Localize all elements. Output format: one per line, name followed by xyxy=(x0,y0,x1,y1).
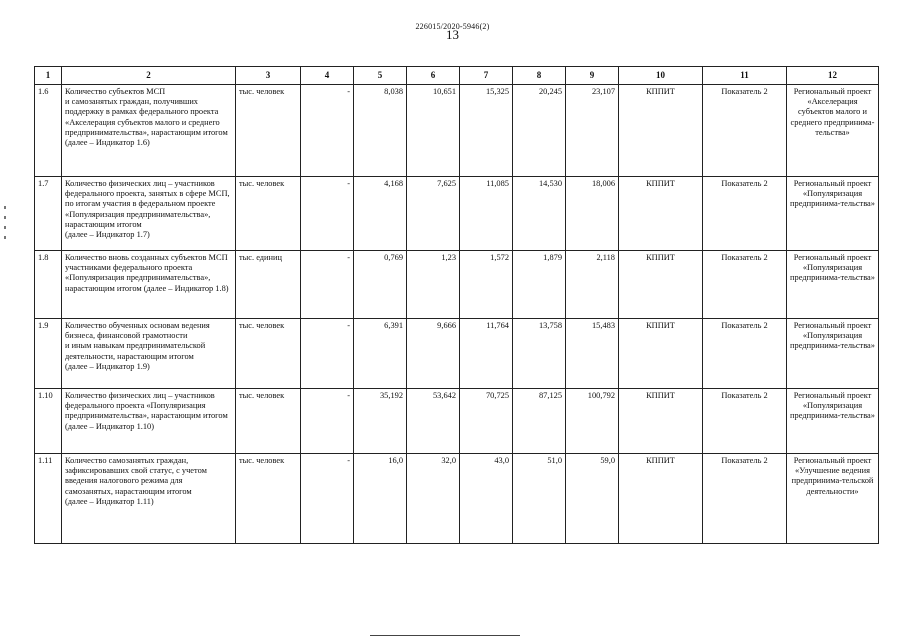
margin-mark xyxy=(4,206,6,209)
linked-indicator: Показатель 2 xyxy=(703,85,787,177)
regional-project: Региональный проект «Популяризация предпринима-тельства» xyxy=(787,251,879,319)
value-year-2: 9,666 xyxy=(407,319,460,389)
regional-project: Региональный проект «Популяризация предпринима-тельства» xyxy=(787,389,879,454)
margin-mark xyxy=(4,216,6,219)
document-stamp: 226015/2020-5946(2) xyxy=(415,22,490,31)
column-header: 11 xyxy=(703,67,787,85)
value-year-4: 51,0 xyxy=(513,454,566,544)
unit-of-measure: тыс. человек xyxy=(236,319,301,389)
column-header: 4 xyxy=(301,67,354,85)
value-year-5: 59,0 xyxy=(566,454,619,544)
column-header: 10 xyxy=(619,67,703,85)
base-value: - xyxy=(301,251,354,319)
indicators-table xyxy=(34,66,879,544)
value-year-2: 7,625 xyxy=(407,177,460,251)
table-row xyxy=(35,251,879,319)
table-row xyxy=(35,177,879,251)
regional-project: Региональный проект «Популяризация предпринима-тельства» xyxy=(787,319,879,389)
value-year-2: 53,642 xyxy=(407,389,460,454)
value-year-5: 23,107 xyxy=(566,85,619,177)
margin-mark xyxy=(4,226,6,229)
value-year-1: 35,192 xyxy=(354,389,407,454)
regional-project: Региональный проект «Популяризация предпринима-тельства» xyxy=(787,177,879,251)
base-value: - xyxy=(301,389,354,454)
value-year-4: 14,530 xyxy=(513,177,566,251)
page-number: 13 xyxy=(446,27,459,42)
row-number: 1.6 xyxy=(35,85,62,177)
table-row xyxy=(35,319,879,389)
row-number: 1.8 xyxy=(35,251,62,319)
row-number: 1.11 xyxy=(35,454,62,544)
value-year-1: 6,391 xyxy=(354,319,407,389)
column-header: 6 xyxy=(407,67,460,85)
base-value: - xyxy=(301,319,354,389)
table-row xyxy=(35,454,879,544)
unit-of-measure: тыс. единиц xyxy=(236,251,301,319)
data-source: КППИТ xyxy=(619,177,703,251)
unit-of-measure: тыс. человек xyxy=(236,454,301,544)
linked-indicator: Показатель 2 xyxy=(703,454,787,544)
data-source: КППИТ xyxy=(619,251,703,319)
value-year-2: 1,23 xyxy=(407,251,460,319)
value-year-3: 11,764 xyxy=(460,319,513,389)
data-source: КППИТ xyxy=(619,319,703,389)
regional-project: Региональный проект «Акселерация субъектов малого и среднего предпринима-тельства» xyxy=(787,85,879,177)
column-header: 1 xyxy=(35,67,62,85)
indicator-name: Количество субъектов МСП и самозанятых граждан, получивших поддержку в рамках федерального проекта «Акселерация субъектов малого и среднего предпринимательства», нарастающим итогом (далее – Индикатор 1.6) xyxy=(62,85,236,177)
value-year-4: 87,125 xyxy=(513,389,566,454)
value-year-4: 13,758 xyxy=(513,319,566,389)
indicator-name: Количество физических лиц – участников федерального проекта, занятых в сфере МСП, по итогам участия в федеральном проекте «Популяризация предпринимательства», нарастающим итогом (далее – Индикатор 1.7) xyxy=(62,177,236,251)
data-source: КППИТ xyxy=(619,389,703,454)
margin-mark xyxy=(4,236,6,239)
regional-project: Региональный проект «Улучшение ведения предпринима-тельской деятельности» xyxy=(787,454,879,544)
row-number: 1.10 xyxy=(35,389,62,454)
table-row xyxy=(35,85,879,177)
linked-indicator: Показатель 2 xyxy=(703,389,787,454)
column-header: 3 xyxy=(236,67,301,85)
column-header: 2 xyxy=(62,67,236,85)
value-year-3: 43,0 xyxy=(460,454,513,544)
value-year-1: 8,038 xyxy=(354,85,407,177)
table-header-row xyxy=(35,67,879,85)
row-number: 1.9 xyxy=(35,319,62,389)
table-row xyxy=(35,389,879,454)
linked-indicator: Показатель 2 xyxy=(703,319,787,389)
row-number: 1.7 xyxy=(35,177,62,251)
indicator-name: Количество вновь созданных субъектов МСП участниками федерального проекта «Популяризация предпринимательства», нарастающим итогом (далее – Индикатор 1.8) xyxy=(62,251,236,319)
linked-indicator: Показатель 2 xyxy=(703,251,787,319)
value-year-3: 15,325 xyxy=(460,85,513,177)
column-header: 9 xyxy=(566,67,619,85)
data-source: КППИТ xyxy=(619,85,703,177)
value-year-3: 1,572 xyxy=(460,251,513,319)
footer-rule xyxy=(370,635,520,636)
value-year-5: 18,006 xyxy=(566,177,619,251)
value-year-4: 1,879 xyxy=(513,251,566,319)
column-header: 7 xyxy=(460,67,513,85)
unit-of-measure: тыс. человек xyxy=(236,85,301,177)
column-header: 5 xyxy=(354,67,407,85)
value-year-4: 20,245 xyxy=(513,85,566,177)
value-year-5: 100,792 xyxy=(566,389,619,454)
value-year-2: 10,651 xyxy=(407,85,460,177)
value-year-5: 15,483 xyxy=(566,319,619,389)
value-year-2: 32,0 xyxy=(407,454,460,544)
base-value: - xyxy=(301,454,354,544)
data-source: КППИТ xyxy=(619,454,703,544)
linked-indicator: Показатель 2 xyxy=(703,177,787,251)
column-header: 12 xyxy=(787,67,879,85)
value-year-3: 11,085 xyxy=(460,177,513,251)
unit-of-measure: тыс. человек xyxy=(236,177,301,251)
value-year-1: 0,769 xyxy=(354,251,407,319)
value-year-5: 2,118 xyxy=(566,251,619,319)
unit-of-measure: тыс. человек xyxy=(236,389,301,454)
value-year-1: 4,168 xyxy=(354,177,407,251)
base-value: - xyxy=(301,177,354,251)
indicator-name: Количество обученных основам ведения бизнеса, финансовой грамотности и иным навыкам предпринимательской деятельности, нарастающим итогом (далее – Индикатор 1.9) xyxy=(62,319,236,389)
value-year-1: 16,0 xyxy=(354,454,407,544)
base-value: - xyxy=(301,85,354,177)
indicator-name: Количество физических лиц – участников федерального проекта «Популяризация предпринимательства», нарастающим итогом (далее – Индикатор 1.10) xyxy=(62,389,236,454)
indicator-name: Количество самозанятых граждан, зафиксировавших свой статус, с учетом введения налогового режима для самозанятых, нарастающим итогом (далее – Индикатор 1.11) xyxy=(62,454,236,544)
value-year-3: 70,725 xyxy=(460,389,513,454)
column-header: 8 xyxy=(513,67,566,85)
